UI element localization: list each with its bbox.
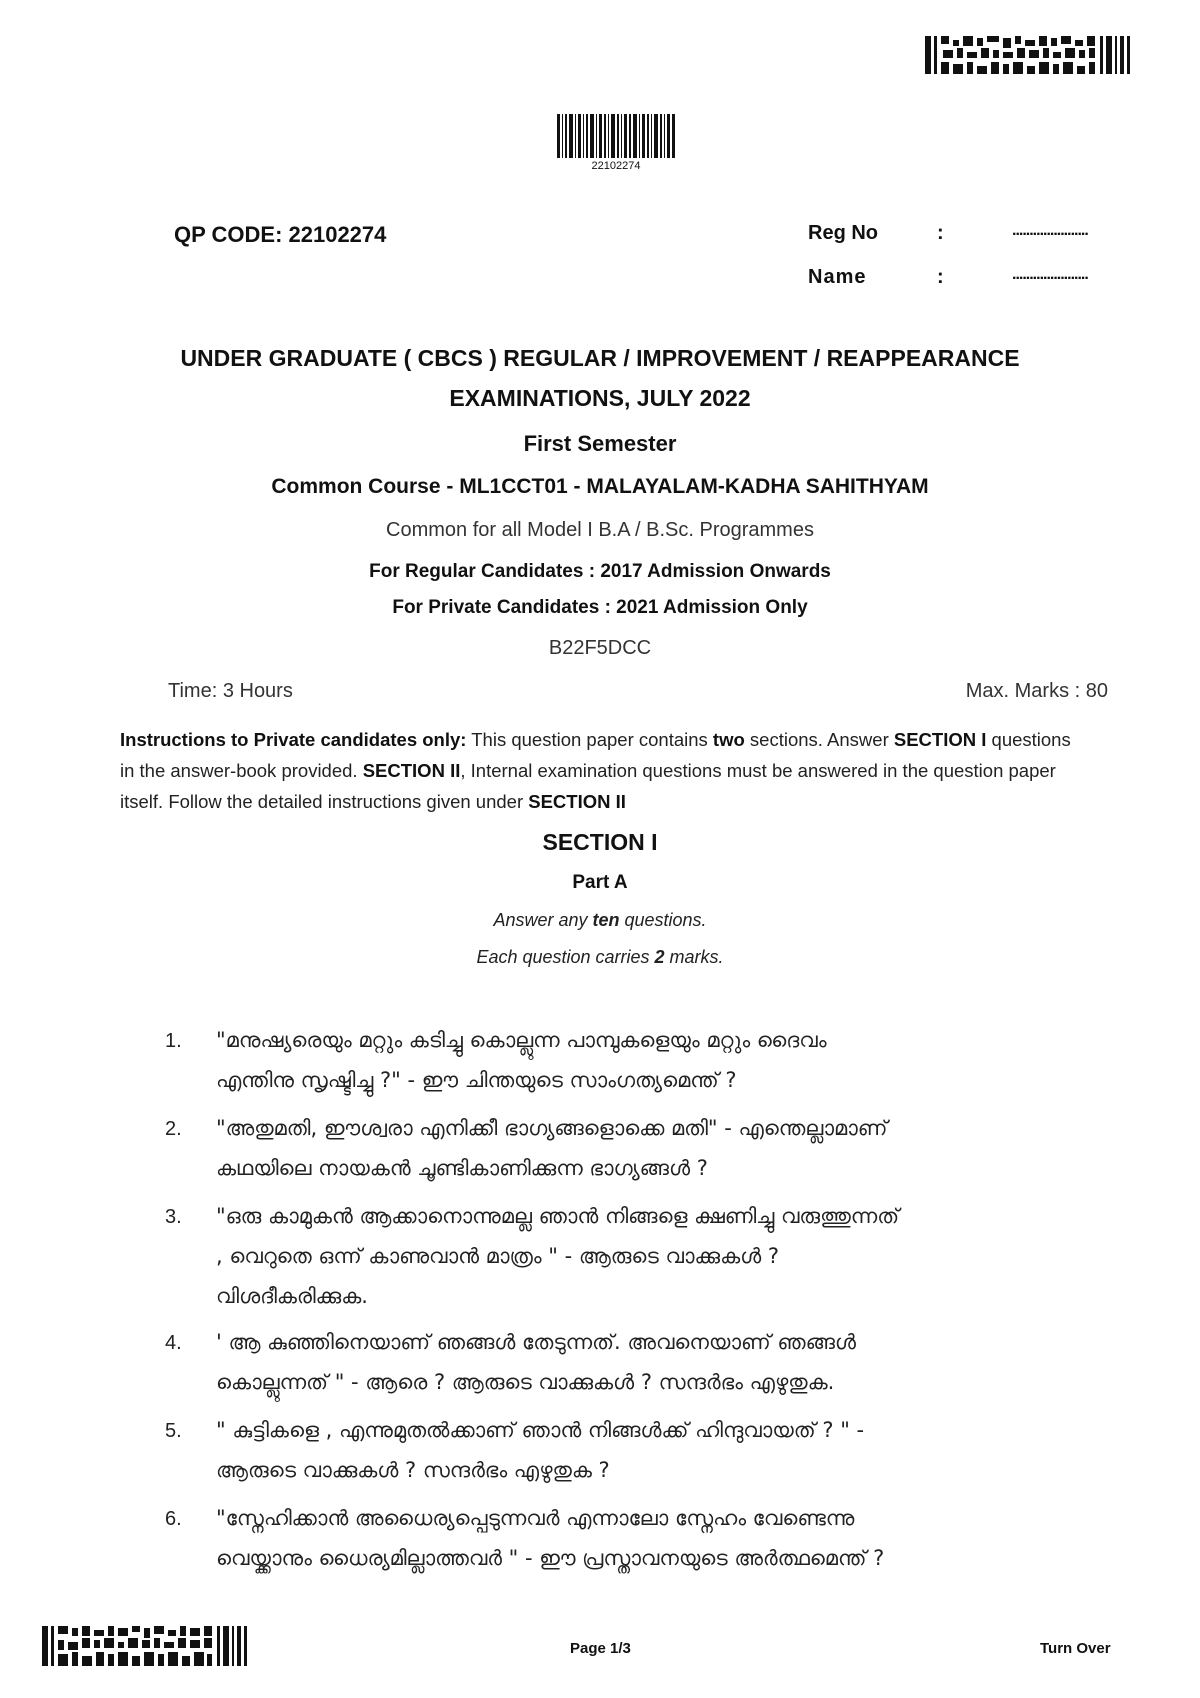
question-line: "ഒരു കാമുകൻ ആക്കാനൊന്നുമല്ല ഞാൻ നിങ്ങളെ ക്ഷണിച്ചു വരുത്തുന്നത്	[216, 1204, 900, 1228]
reg-no-colon: :	[937, 222, 944, 244]
paper-code: B22F5DCC	[548, 637, 652, 659]
question-text	[216, 1322, 1116, 1402]
question-line: വെയ്ക്കാനും ധൈര്യമില്ലാത്തവർ " - ഈ പ്രസ്താവനയുടെ അർത്ഥമെന്ത് ?	[216, 1546, 885, 1570]
question-line: കൊല്ലുന്നത് " - ആരെ ? ആരുടെ വാക്കുകൾ ? സന്ദർഭം എഴുതുക.	[216, 1370, 835, 1394]
barcode	[557, 114, 675, 158]
instructions-emph: SECTION II	[362, 760, 461, 781]
instructions-text: sections. Answer	[744, 729, 894, 750]
question-line: വിശദീകരിക്കുക.	[216, 1284, 368, 1308]
answer-instruction	[0, 910, 1200, 931]
instructions-emph: two	[712, 729, 745, 750]
qr-code-top	[925, 36, 1130, 74]
instructions	[120, 724, 1090, 817]
answer-text: Answer any	[493, 910, 593, 930]
common-for: Common for all Model I B.A / B.Sc. Programmes	[386, 519, 814, 541]
exam-title-line1: UNDER GRADUATE ( CBCS ) REGULAR / IMPROVEMENT / REAPPEARANCE	[180, 345, 1020, 371]
name-colon: :	[937, 266, 944, 288]
answer-text: questions.	[619, 910, 707, 930]
question-line: " കുട്ടികളെ , എന്നുമുതൽക്കാണ് ഞാൻ നിങ്ങൾക്ക് ഹിന്ദുവായത് ? " -	[216, 1418, 865, 1442]
question-number: 6.	[165, 1508, 182, 1530]
question-line: ആരുടെ വാക്കുകൾ ? സന്ദർഭം എഴുതുക ?	[216, 1458, 610, 1482]
question-line: , വെറുതെ ഒന്ന് കാണുവാൻ മാത്രം " - ആരുടെ വാക്കുകൾ ?	[216, 1244, 780, 1268]
marks-count: 2	[654, 947, 665, 967]
regular-candidates: For Regular Candidates : 2017 Admission Onwards	[369, 561, 831, 582]
instructions-text: This question paper contains	[466, 729, 713, 750]
answer-count: ten	[592, 910, 620, 930]
instructions-emph: SECTION I	[893, 729, 987, 750]
exam-title-line2: EXAMINATIONS, JULY 2022	[449, 385, 751, 411]
name-label: Name	[808, 266, 867, 288]
instructions-text: questions in the answer-book provided.	[120, 729, 1071, 781]
question-line: "അതുമതി, ഈശ്വരാ എനിക്കീ ഭാഗ്യങ്ങളൊക്കെ മതി" - എന്തെല്ലാമാണ്	[216, 1116, 888, 1140]
instructions-label: Instructions to Private candidates only:	[120, 729, 467, 750]
question-number: 3.	[165, 1206, 182, 1228]
question-line: "മനുഷ്യരെയും മറ്റും കടിച്ചു കൊല്ലുന്ന പാമ്പുകളെയും മറ്റും ദൈവം	[216, 1028, 827, 1052]
question-number: 5.	[165, 1420, 182, 1442]
page-number: Page 1/3	[570, 1640, 631, 1657]
question-line: കഥയിലെ നായകൻ ചൂണ്ടികാണിക്കുന്ന ഭാഗ്യങ്ങൾ ?	[216, 1156, 708, 1180]
max-marks: Max. Marks : 80	[965, 680, 1108, 702]
marks-text: marks.	[664, 947, 724, 967]
part-title: Part A	[572, 872, 628, 893]
semester: First Semester	[523, 431, 677, 456]
section-title: SECTION I	[542, 829, 658, 855]
question-line: എന്തിനു സൃഷ്ടിച്ചു ?" - ഈ ചിന്തയുടെ സാംഗത്യമെന്ത് ?	[216, 1068, 737, 1092]
marks-text: Each question carries	[476, 947, 655, 967]
instructions-emph: SECTION II	[528, 791, 626, 812]
question-line: ' ആ കുഞ്ഞിനെയാണ് ഞങ്ങൾ തേടുന്നത്. അവനെയാണ് ഞങ്ങൾ	[216, 1330, 856, 1354]
question-text	[216, 1196, 1116, 1316]
question-text	[216, 1498, 1116, 1578]
qp-code: QP CODE: 22102274	[174, 222, 387, 247]
question-text	[216, 1108, 1116, 1188]
reg-no-label: Reg No	[808, 222, 878, 244]
reg-no-blank: ......................	[1012, 222, 1088, 239]
private-candidates: For Private Candidates : 2021 Admission Only	[392, 597, 808, 618]
question-text	[216, 1410, 1116, 1490]
marks-instruction	[0, 947, 1200, 968]
course-title: Common Course - ML1CCT01 - MALAYALAM-KADHA SAHITHYAM	[271, 475, 929, 498]
question-number: 1.	[165, 1030, 182, 1052]
name-blank: ......................	[1012, 266, 1088, 283]
question-number: 2.	[165, 1118, 182, 1140]
qr-code-bottom	[42, 1626, 247, 1666]
turn-over: Turn Over	[1040, 1640, 1111, 1657]
instructions-text: , Internal examination questions must be answered in the question paper itself. Follow the detailed instructions given under	[120, 760, 1056, 812]
barcode-number: 22102274	[591, 160, 641, 172]
time-duration: Time: 3 Hours	[168, 680, 293, 702]
question-number: 4.	[165, 1332, 182, 1354]
question-line: "സ്നേഹിക്കാൻ അധൈര്യപ്പെടുന്നവർ എന്നാലോ സ്നേഹം വേണ്ടെന്നു	[216, 1506, 855, 1530]
question-text	[216, 1020, 1116, 1100]
